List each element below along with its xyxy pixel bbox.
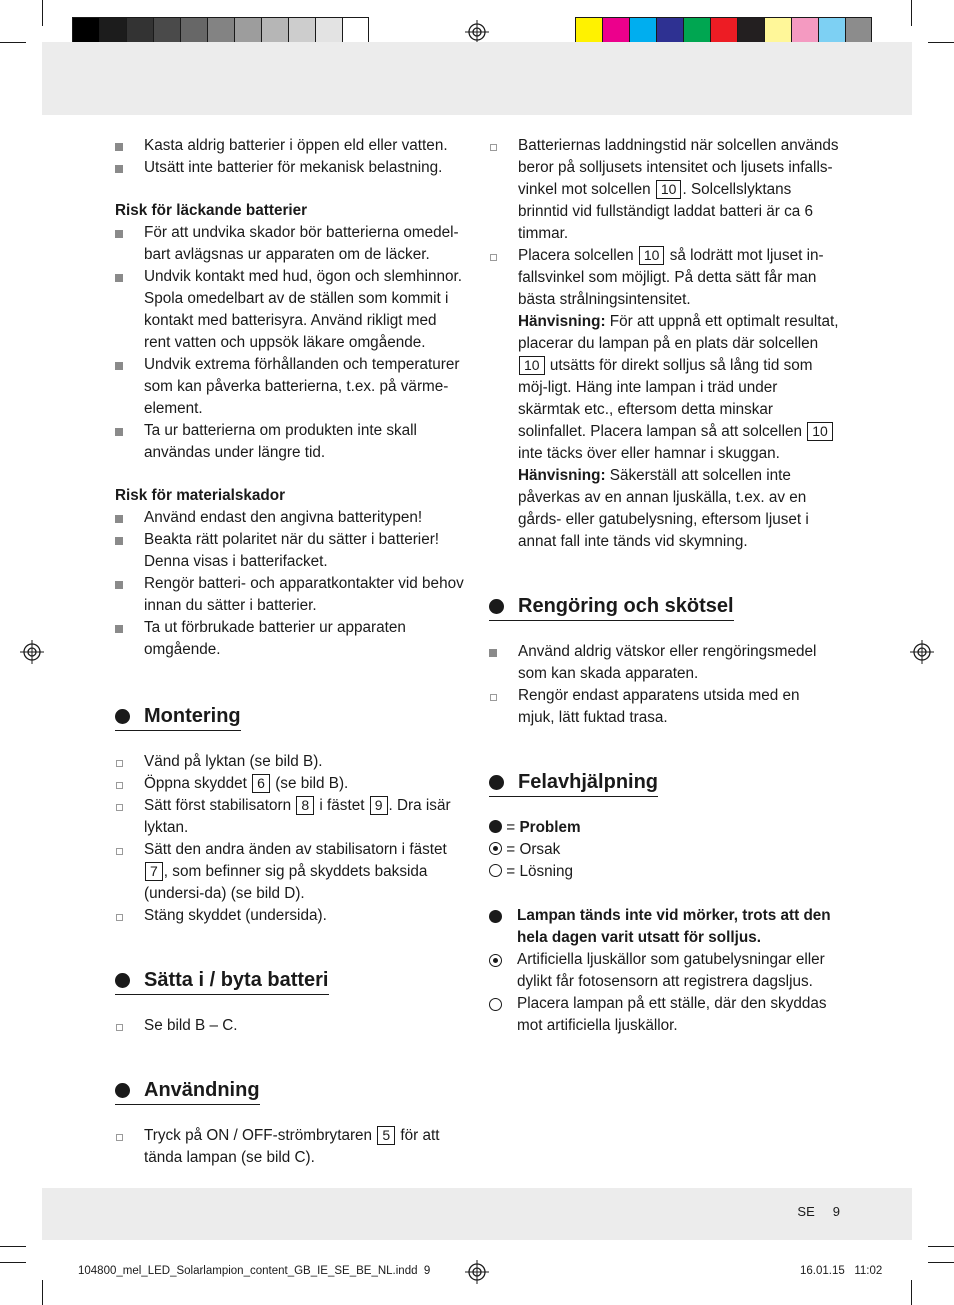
section-dot-icon — [115, 709, 130, 724]
step-item: Rengör endast apparatens utsida med en mjuk, lätt fuktad trasa. — [489, 685, 839, 729]
crop-mark — [928, 42, 954, 43]
crop-mark — [42, 0, 43, 26]
header-band — [42, 42, 912, 115]
crop-mark — [0, 1262, 26, 1263]
square-bullet-icon — [115, 362, 123, 370]
step-item: Sätt den andra änden av stabilisatorn i fästet 7 , som befinner sig på skyddets baksida (undersi-da) (se bild D). — [115, 839, 465, 905]
legend-problem: = Problem — [489, 817, 839, 839]
registration-mark-icon — [910, 640, 934, 664]
crop-mark — [42, 1280, 43, 1305]
solution-item: Placera lampan på ett ställe, där den skyddas mot artificiella ljuskällor. — [489, 993, 839, 1037]
square-bullet-icon — [115, 274, 123, 282]
part-reference: 10 — [639, 246, 665, 265]
step-item: Batteriernas laddningstid när solcellen används beror på solljusets intensitet och ljusets infalls-vinkel mot solcellen 10 . Solcellslyktans brinntid vid fullständigt laddat batteri är ca 6 timmar. — [489, 135, 839, 245]
square-bullet-icon — [115, 515, 123, 523]
square-bullet-icon — [115, 143, 123, 151]
part-reference: 9 — [370, 796, 388, 815]
problem-item: Lampan tänds inte vid mörker, trots att den hela dagen varit utsatt för solljus. — [489, 905, 839, 949]
footer-band — [42, 1188, 912, 1240]
checkbox-bullet-icon — [490, 694, 497, 701]
step-item: Tryck på ON / OFF-strömbrytaren 5 för att tända lampan (se bild C). — [115, 1125, 465, 1169]
square-bullet-icon — [115, 428, 123, 436]
section-dot-icon — [115, 973, 130, 988]
list-item: Ta ur batterierna om produkten inte skall användas under längre tid. — [115, 420, 465, 464]
list-item: Använd aldrig vätskor eller rengöringsmedel som kan skada apparaten. — [489, 641, 839, 685]
left-column — [115, 135, 465, 1169]
list-item: Kasta aldrig batterier i öppen eld eller vatten. — [115, 135, 465, 157]
crop-mark — [0, 1246, 26, 1247]
part-reference: 6 — [252, 774, 270, 793]
solution-ring-icon — [489, 864, 502, 877]
section-heading-rengoring: Rengöring och skötsel — [489, 593, 734, 621]
registration-mark-icon — [465, 20, 489, 44]
list-item: Undvik extrema förhållanden och temperaturer som kan påverka batterierna, t.ex. på värme-element. — [115, 354, 465, 420]
step-item: Öppna skyddet 6 (se bild B). — [115, 773, 465, 795]
checkbox-bullet-icon — [490, 144, 497, 151]
part-reference: 7 — [145, 862, 163, 881]
crop-mark — [928, 1246, 954, 1247]
section-heading-anvandning: Användning — [115, 1077, 260, 1105]
language-code: SE — [797, 1204, 815, 1219]
list-item: Undvik kontakt med hud, ögon och slemhinnor. Spola omedelbart av de ställen som kommit i kontakt med batterisyra. Använd rikligt med rent vatten och uppsök läkare omgående. — [115, 266, 465, 354]
part-reference: 10 — [519, 356, 545, 375]
problem-dot-icon — [489, 910, 502, 923]
step-item: Placera solcellen 10 så lodrätt mot ljuset in-fallsvinkel som möjligt. På detta sätt får man bästa strålningsintensitet. — [489, 245, 839, 311]
page-number: 9 — [832, 1204, 840, 1219]
part-reference: 8 — [296, 796, 314, 815]
leak-risk-heading: Risk för läckande batterier — [115, 202, 308, 219]
solution-ring-icon — [489, 998, 502, 1011]
part-reference: 5 — [377, 1126, 395, 1145]
list-item: Utsätt inte batterier för mekanisk belastning. — [115, 157, 465, 179]
registration-mark-icon — [20, 640, 44, 664]
checkbox-bullet-icon — [116, 1024, 123, 1031]
slug-datetime: 16.01.15 11:02 — [800, 1265, 883, 1277]
cause-target-icon — [489, 842, 502, 855]
legend-orsak: = Orsak — [489, 839, 839, 861]
right-column — [489, 135, 839, 1037]
crop-mark — [911, 1280, 912, 1305]
material-risk-heading: Risk för materialskador — [115, 487, 286, 504]
section-heading-montering: Montering — [115, 703, 241, 731]
legend-losning: = Lösning — [489, 861, 839, 883]
square-bullet-icon — [115, 230, 123, 238]
section-dot-icon — [489, 775, 504, 790]
registration-mark-icon — [465, 1260, 489, 1284]
checkbox-bullet-icon — [116, 782, 123, 789]
checkbox-bullet-icon — [116, 804, 123, 811]
list-item: Beakta rätt polaritet när du sätter i batterier! Denna visas i batterifacket. — [115, 529, 465, 573]
crop-mark — [911, 0, 912, 26]
section-heading-felavhjalpning: Felavhjälpning — [489, 769, 658, 797]
step-item: Stäng skyddet (undersida). — [115, 905, 465, 927]
step-item: Sätt först stabilisatorn 8 i fästet 9 . Dra isär lyktan. — [115, 795, 465, 839]
list-item: Rengör batteri- och apparatkontakter vid behov innan du sätter i batterier. — [115, 573, 465, 617]
checkbox-bullet-icon — [116, 914, 123, 921]
step-item: Se bild B – C. — [115, 1015, 465, 1037]
section-dot-icon — [115, 1083, 130, 1098]
list-item: För att undvika skador bör batterierna omedel-bart avlägsnas ur apparaten om de läcker. — [115, 222, 465, 266]
square-bullet-icon — [115, 165, 123, 173]
list-item: Ta ut förbrukade batterier ur apparaten omgående. — [115, 617, 465, 661]
cause-item: Artificiella ljuskällor som gatubelysningar eller dylikt får fotosensorn att registrera dagsljus. — [489, 949, 839, 993]
section-dot-icon — [489, 599, 504, 614]
slug-file: 104800_mel_LED_Solarlampion_content_GB_IE_SE_BE_NL.indd 9 — [78, 1265, 431, 1277]
hint-paragraph: Hänvisning: För att uppnå ett optimalt resultat, placerar du lampan på en plats där solcellen 10 utsätts för direkt solljus så lång tid som möj-ligt. Häng inte lampan i träd under skärmtak etc., eftersom detta minskar solinfallet. Placera lampan så att solcellen 10 inte täcks över eller hamnar i skuggan. — [518, 313, 839, 462]
section-heading-batteri: Sätta i / byta batteri — [115, 967, 329, 995]
page-footer — [797, 1204, 840, 1219]
step-item: Vänd på lyktan (se bild B). — [115, 751, 465, 773]
square-bullet-icon — [115, 581, 123, 589]
checkbox-bullet-icon — [116, 848, 123, 855]
problem-dot-icon — [489, 820, 502, 833]
list-item: Använd endast den angivna batteritypen! — [115, 507, 465, 529]
square-bullet-icon — [489, 649, 497, 657]
part-reference: 10 — [656, 180, 682, 199]
hint-paragraph: Hänvisning: Säkerställ att solcellen inte påverkas av en annan ljuskälla, t.ex. av en gårds- eller gatubelysning, eftersom ljuset i annat fall inte tänds vid skymning. — [518, 467, 809, 550]
checkbox-bullet-icon — [116, 1134, 123, 1141]
cause-target-icon — [489, 954, 502, 967]
checkbox-bullet-icon — [490, 254, 497, 261]
checkbox-bullet-icon — [116, 760, 123, 767]
square-bullet-icon — [115, 537, 123, 545]
crop-mark — [928, 1262, 954, 1263]
part-reference: 10 — [807, 422, 833, 441]
crop-mark — [0, 42, 26, 43]
square-bullet-icon — [115, 625, 123, 633]
